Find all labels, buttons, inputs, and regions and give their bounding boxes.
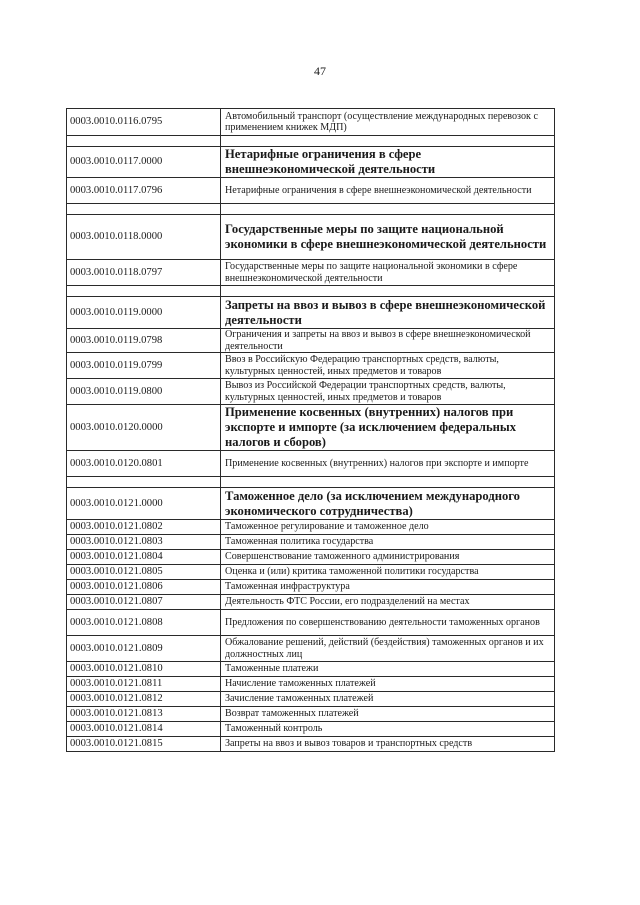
- code-cell: 0003.0010.0121.0812: [67, 692, 221, 707]
- code-cell: 0003.0010.0121.0802: [67, 520, 221, 535]
- code-cell: 0003.0010.0121.0808: [67, 610, 221, 636]
- code-cell: 0003.0010.0121.0806: [67, 580, 221, 595]
- title-cell: Применение косвенных (внутренних) налогов при экспорте и импорте: [221, 451, 555, 477]
- spacer-row: [67, 204, 555, 215]
- table-row: [67, 707, 555, 722]
- code-cell: [67, 136, 221, 147]
- title-cell: Ввоз в Российскую Федерацию транспортных средств, валюты, культурных ценностей, иных предметов и товаров: [221, 353, 555, 379]
- table-row: [67, 353, 555, 379]
- title-cell: Ограничения и запреты на ввоз и вывоз в сфере внешнеэкономической деятельности: [221, 329, 555, 353]
- code-cell: 0003.0010.0121.0807: [67, 595, 221, 610]
- title-cell: Оценка и (или) критика таможенной политики государства: [221, 565, 555, 580]
- code-cell: 0003.0010.0119.0000: [67, 297, 221, 329]
- table-row: [67, 535, 555, 550]
- title-cell: Таможенное дело (за исключением международного экономического сотрудничества): [221, 488, 555, 520]
- code-cell: 0003.0010.0119.0799: [67, 353, 221, 379]
- spacer-row: [67, 136, 555, 147]
- table-row: [67, 379, 555, 405]
- title-cell: Предложения по совершенствованию деятельности таможенных органов: [221, 610, 555, 636]
- code-cell: 0003.0010.0121.0000: [67, 488, 221, 520]
- title-cell: Нетарифные ограничения в сфере внешнеэкономической деятельности: [221, 147, 555, 178]
- table-row: [67, 677, 555, 692]
- code-cell: 0003.0010.0119.0800: [67, 379, 221, 405]
- table-row: [67, 178, 555, 204]
- title-cell: [221, 204, 555, 215]
- table-row: [67, 550, 555, 565]
- title-cell: Запреты на ввоз и вывоз в сфере внешнеэкономической деятельности: [221, 297, 555, 329]
- code-cell: 0003.0010.0121.0814: [67, 722, 221, 737]
- title-cell: Государственные меры по защите национальной экономики в сфере внешнеэкономической деятельности: [221, 260, 555, 286]
- code-cell: 0003.0010.0121.0813: [67, 707, 221, 722]
- code-cell: [67, 477, 221, 488]
- title-cell: Таможенная инфраструктура: [221, 580, 555, 595]
- title-cell: Вывоз из Российской Федерации транспортных средств, валюты, культурных ценностей, иных предметов и товаров: [221, 379, 555, 405]
- code-cell: 0003.0010.0121.0815: [67, 737, 221, 752]
- title-cell: Деятельность ФТС России, его подразделений на местах: [221, 595, 555, 610]
- table-row: [67, 565, 555, 580]
- title-cell: [221, 477, 555, 488]
- code-cell: 0003.0010.0120.0000: [67, 405, 221, 451]
- classifier-table: [66, 108, 555, 752]
- code-cell: 0003.0010.0121.0804: [67, 550, 221, 565]
- code-cell: 0003.0010.0119.0798: [67, 329, 221, 353]
- table-row: [67, 329, 555, 353]
- code-cell: 0003.0010.0121.0810: [67, 662, 221, 677]
- code-cell: 0003.0010.0117.0000: [67, 147, 221, 178]
- table-row: [67, 260, 555, 286]
- code-cell: 0003.0010.0117.0796: [67, 178, 221, 204]
- title-cell: Таможенное регулирование и таможенное дело: [221, 520, 555, 535]
- table-row: [67, 109, 555, 136]
- title-cell: Таможенная политика государства: [221, 535, 555, 550]
- title-cell: Возврат таможенных платежей: [221, 707, 555, 722]
- title-cell: Государственные меры по защите национальной экономики в сфере внешнеэкономической деятельности: [221, 215, 555, 260]
- classifier-table-body: [67, 109, 555, 752]
- table-row: [67, 662, 555, 677]
- title-cell: [221, 286, 555, 297]
- code-cell: 0003.0010.0121.0809: [67, 636, 221, 662]
- title-cell: Зачисление таможенных платежей: [221, 692, 555, 707]
- code-cell: 0003.0010.0121.0803: [67, 535, 221, 550]
- section-row: [67, 405, 555, 451]
- code-cell: [67, 286, 221, 297]
- title-cell: Применение косвенных (внутренних) налогов при экспорте и импорте (за исключением федеральных налогов и сборов): [221, 405, 555, 451]
- section-row: [67, 215, 555, 260]
- title-cell: [221, 136, 555, 147]
- table-row: [67, 595, 555, 610]
- table-row: [67, 610, 555, 636]
- page-number: 47: [314, 64, 326, 78]
- section-row: [67, 488, 555, 520]
- code-cell: 0003.0010.0118.0797: [67, 260, 221, 286]
- code-cell: [67, 204, 221, 215]
- section-row: [67, 147, 555, 178]
- spacer-row: [67, 286, 555, 297]
- table-row: [67, 520, 555, 535]
- table-row: [67, 722, 555, 737]
- code-cell: 0003.0010.0120.0801: [67, 451, 221, 477]
- table-row: [67, 692, 555, 707]
- title-cell: Запреты на ввоз и вывоз товаров и транспортных средств: [221, 737, 555, 752]
- table-row: [67, 636, 555, 662]
- title-cell: Обжалование решений, действий (бездействия) таможенных органов и их должностных лиц: [221, 636, 555, 662]
- table-row: [67, 580, 555, 595]
- code-cell: 0003.0010.0121.0805: [67, 565, 221, 580]
- code-cell: 0003.0010.0118.0000: [67, 215, 221, 260]
- title-cell: Нетарифные ограничения в сфере внешнеэкономической деятельности: [221, 178, 555, 204]
- title-cell: Таможенные платежи: [221, 662, 555, 677]
- section-row: [67, 297, 555, 329]
- title-cell: Таможенный контроль: [221, 722, 555, 737]
- title-cell: Автомобильный транспорт (осуществление международных перевозок с применением книжек МДП): [221, 109, 555, 136]
- title-cell: Совершенствование таможенного администрирования: [221, 550, 555, 565]
- table-row: [67, 451, 555, 477]
- code-cell: 0003.0010.0121.0811: [67, 677, 221, 692]
- spacer-row: [67, 477, 555, 488]
- title-cell: Начисление таможенных платежей: [221, 677, 555, 692]
- table-row: [67, 737, 555, 752]
- code-cell: 0003.0010.0116.0795: [67, 109, 221, 136]
